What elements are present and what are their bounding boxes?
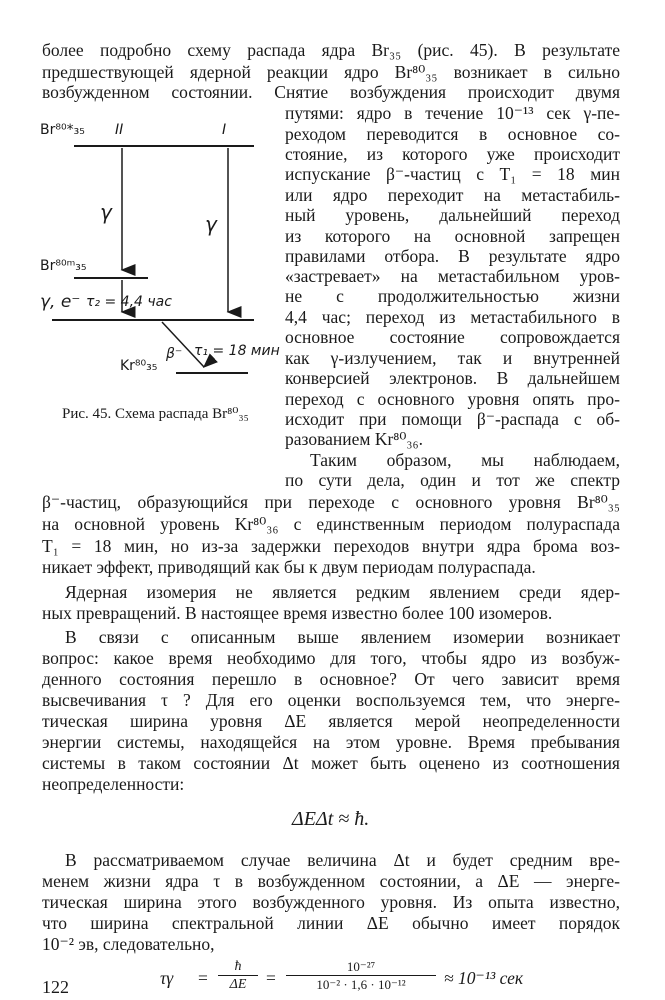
equals-sign-2: = xyxy=(266,968,276,988)
label-tau1: τ₁ = 18 мин xyxy=(194,343,280,359)
text-line: конверсией электронов. В дальнейшем xyxy=(285,368,620,388)
label-tau2: τ₂ = 4,4 час xyxy=(86,294,172,310)
equals-sign: = xyxy=(198,968,208,988)
text-line: как γ-излучением, так и внутренней xyxy=(285,348,620,368)
text-line: β⁻-частиц, образующийся при переходе с основного уровня Br⁸⁰₃₅ xyxy=(42,492,620,512)
formula-result: ≈ 10⁻¹³ сек xyxy=(444,968,524,988)
text-line: ный уровень, дальнейший переход xyxy=(285,205,620,225)
label-gamma-e: γ, e⁻ xyxy=(40,292,81,312)
text-line: испускание β⁻-частиц с T₁ = 18 мин xyxy=(285,164,620,184)
text-line: более подробно схему распада ядра Br₃₅ (рис. 45). В результате xyxy=(42,40,620,60)
text-line: В рассматриваемом случае величина Δt и будет средним вре- xyxy=(65,850,620,870)
text-line: разованием Kr⁸⁰₃₆. xyxy=(285,429,423,449)
text-line: исходит при помощи β⁻-распада с об- xyxy=(285,409,620,429)
fraction-1-denominator: ΔE xyxy=(229,977,247,992)
text-line: неопределенности: xyxy=(42,774,185,794)
text-line: реходом переводится в основное со- xyxy=(285,124,620,144)
text-line: 10⁻² эв, следовательно, xyxy=(42,934,215,954)
page-number: 122 xyxy=(42,977,69,997)
fraction-2-numerator: 10⁻²⁷ xyxy=(286,958,436,976)
text-line: Таким образом, мы наблюдаем, xyxy=(310,450,620,470)
text-line: или ядро переходит на метастабиль- xyxy=(285,185,620,205)
formula-lhs: τγ xyxy=(160,968,174,988)
text-line: переход с основного уровня опять про- xyxy=(285,389,620,409)
text-line: вопрос: какое время необходимо для того, чтобы ядро из возбуж- xyxy=(42,648,620,668)
label-gamma-left: γ xyxy=(100,200,112,224)
text-line: по сути дела, один и тот же спектр xyxy=(285,470,620,490)
text-line: тическая ширина этого возбужденного уровня. Из опыта известно, xyxy=(42,892,620,912)
text-line: высвечивания τ ? Для его оценки воспользуемся тем, что энерге- xyxy=(42,690,620,710)
text-line: на основной уровень Kr⁸⁰₃₆ с единственным периодом полураспада xyxy=(42,514,620,534)
text-line: 4,4 час; переход из метастабильного в xyxy=(285,307,620,327)
label-path-ii: II xyxy=(115,122,124,138)
text-line: возбужденном состоянии. Снятие возбуждения происходит двумя xyxy=(42,82,620,102)
text-line: энергии системы, находящейся на этом уровне. Время пребывания xyxy=(42,732,620,752)
text-line: ных превращений. В настоящее время известно более 100 изомеров. xyxy=(42,603,553,623)
label-kr: Kr⁸⁰₃₅ xyxy=(120,358,158,374)
text-line: предшествующей ядерной реакции ядро Br⁸⁰₃₅ возникает в сильно xyxy=(42,62,620,82)
text-line: стояние, из которого уже происходит xyxy=(285,144,620,164)
text-line: T₁ = 18 мин, но из-за задержки переходов внутри ядра брома воз- xyxy=(42,536,620,556)
text-line: никает эффект, приводящий как бы к двум периодам полураспада. xyxy=(42,557,536,577)
fraction-1-numerator: ħ xyxy=(218,958,258,976)
fraction-2 xyxy=(286,958,436,993)
label-gamma-right: γ xyxy=(205,212,217,236)
text-line: денного состояния перешло в основное? От чего зависит время xyxy=(42,669,620,689)
text-line: основное состояние сопровождается xyxy=(285,327,620,347)
text-line: не с продолжительностью жизни xyxy=(285,286,620,306)
label-path-i: I xyxy=(222,122,227,138)
text-line: «застревает» на метастабильном уров- xyxy=(285,266,620,286)
figure-caption: Рис. 45. Схема распада Br⁸⁰₃₅ xyxy=(62,406,249,422)
label-br-metastable: Br⁸⁰ᵐ₃₅ xyxy=(40,258,87,274)
fraction-1 xyxy=(218,958,258,993)
text-line: В связи с описанным выше явлением изомерии возникает xyxy=(65,627,620,647)
formula-lifetime xyxy=(160,958,560,998)
text-line: из которого на основной запрещен xyxy=(285,226,620,246)
text-line: тическая ширина уровня ΔE является мерой неопределенности xyxy=(42,711,620,731)
fraction-2-denominator: 10⁻² · 1,6 · 10⁻¹² xyxy=(316,977,406,992)
label-beta: β⁻ xyxy=(166,346,183,362)
text-line: правилами отбора. В результате ядро xyxy=(285,246,620,266)
text-line: что ширина спектральной линии ΔE обычно имеет порядок xyxy=(42,913,620,933)
text-line: Ядерная изомерия не является редким явлением среди ядер- xyxy=(65,582,620,602)
text-line: системы в таком состоянии Δt может быть оценено из соотношения xyxy=(42,753,620,773)
text-line: путями: ядро в течение 10⁻¹³ сек γ-пе- xyxy=(285,103,620,123)
label-br-excited: Br⁸⁰*₃₅ xyxy=(40,122,85,138)
formula-uncertainty: ΔEΔt ≈ ħ. xyxy=(292,808,370,830)
text-line: менем жизни ядра τ в возбужденном состоянии, а ΔE — энерге- xyxy=(42,871,620,891)
